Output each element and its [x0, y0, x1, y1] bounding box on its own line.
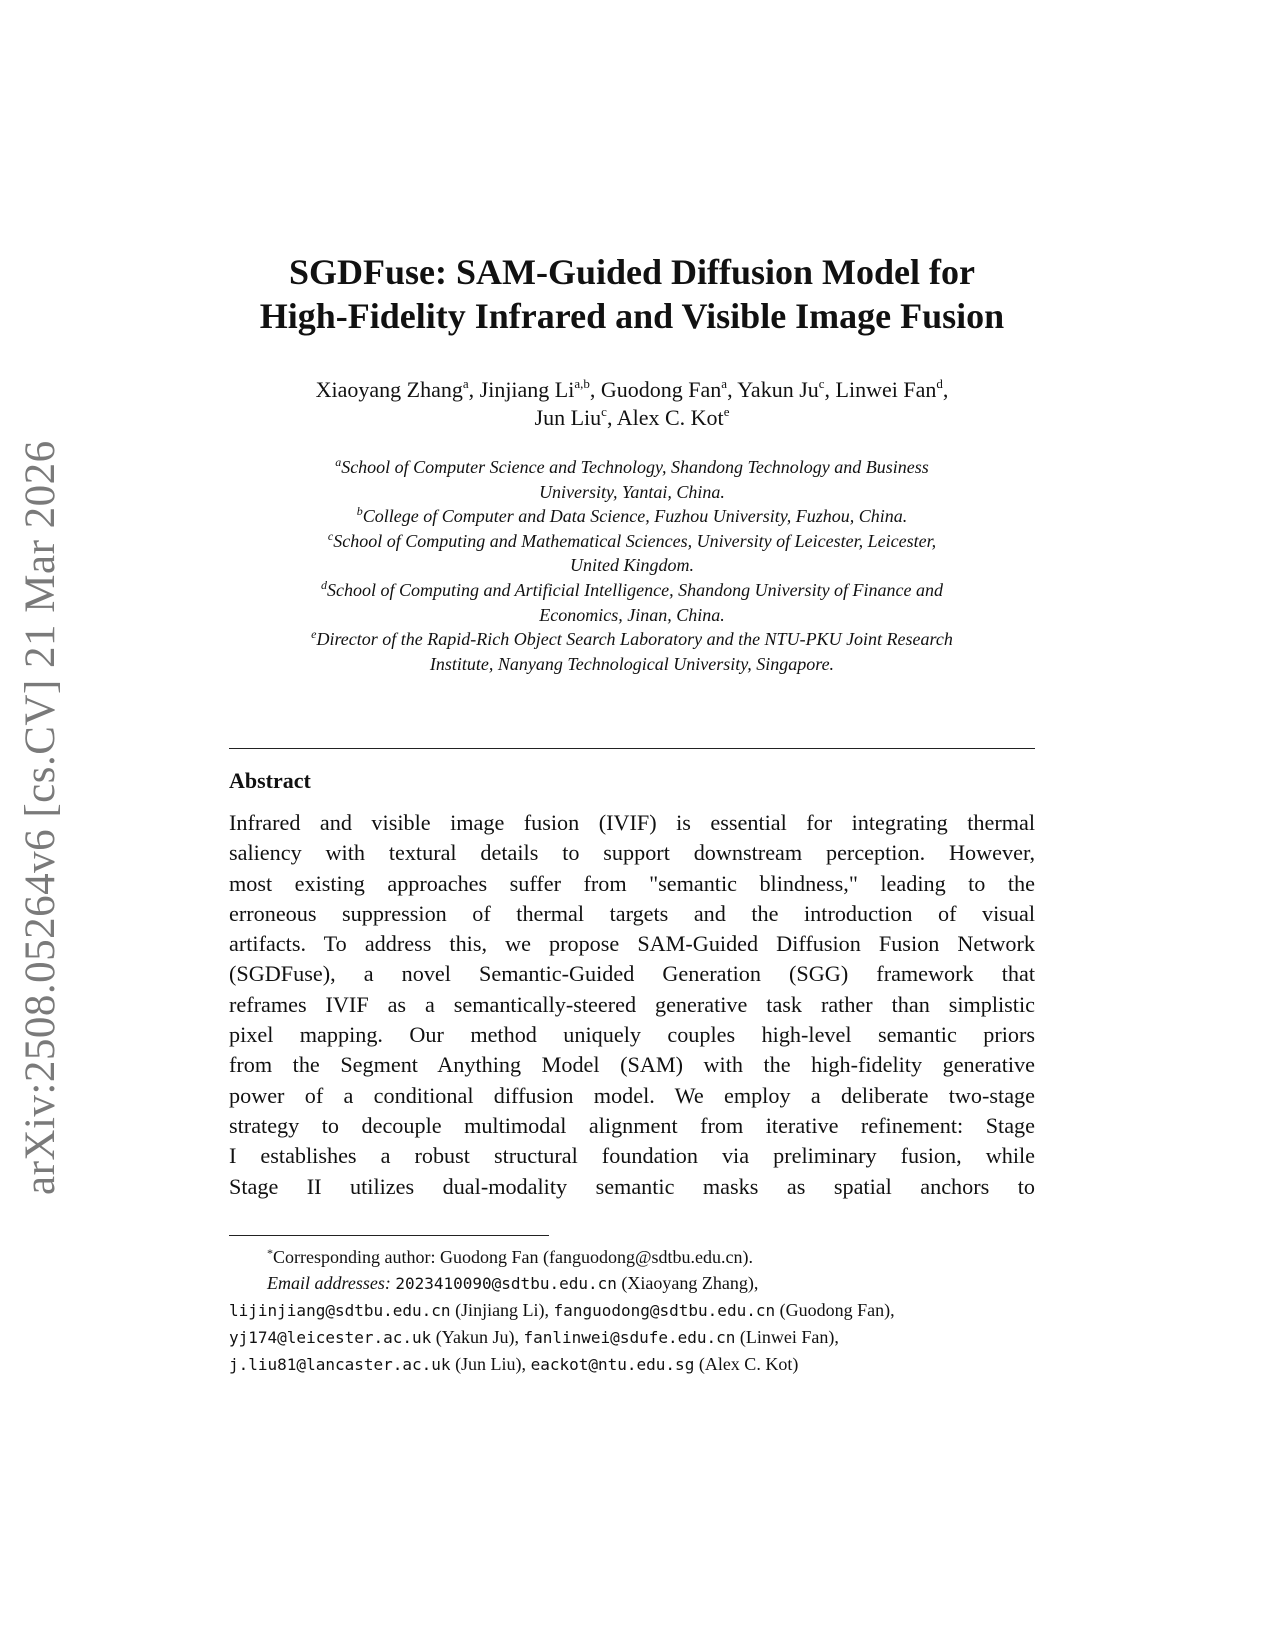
email-line-4	[229, 1351, 1035, 1378]
affiliation-mark: d	[320, 577, 327, 592]
author-separator: ,	[468, 377, 480, 402]
abstract-line: from the Segment Anything Model (SAM) with the high-fidelity generative	[229, 1052, 1035, 1078]
email-label: Email addresses:	[267, 1273, 391, 1293]
affiliation-c	[229, 529, 1035, 578]
author-affil-mark: a	[721, 376, 728, 391]
affiliation-d	[229, 578, 1035, 627]
author-affil-mark: d	[936, 376, 943, 391]
affiliation-line: Economics, Jinan, China.	[539, 604, 725, 625]
email-owner: (Guodong Fan),	[775, 1300, 895, 1320]
affiliation-line: School of Computing and Mathematical Sciences, University of Leicester, Leicester,	[333, 530, 937, 551]
email-owner: (Yakun Ju),	[431, 1327, 524, 1347]
abstract-line: Stage II utilizes dual-modality semantic masks as spatial anchors to	[229, 1173, 1035, 1199]
affiliation-line: School of Computer Science and Technology, Shandong Technology and Business	[341, 457, 929, 477]
author-name: Jinjiang Li	[479, 377, 575, 402]
email-owner: (Jinjiang Li),	[450, 1300, 554, 1320]
corresponding-author-text: Corresponding author: Guodong Fan (fanguodong@sdtbu.edu.cn).	[273, 1247, 754, 1267]
abstract-line: reframes IVIF as a semantically-steered generative task rather than simplistic	[229, 991, 1035, 1017]
author-separator: ,	[942, 377, 949, 402]
email-link[interactable]: eackot@ntu.edu.sg	[530, 1355, 695, 1374]
author-separator: ,	[824, 377, 836, 402]
abstract-line: artifacts. To address this, we propose SAM-Guided Diffusion Fusion Network	[229, 931, 1035, 957]
author-line-2	[229, 404, 1035, 432]
affiliation-line: College of Computer and Data Science, Fuzhou University, Fuzhou, China.	[362, 506, 908, 527]
footnote-mark: *	[267, 1246, 273, 1260]
author-affil-mark: a,b	[574, 376, 590, 391]
abstract-line: Infrared and visible image fusion (IVIF) is essential for integrating thermal	[229, 810, 1035, 835]
author-separator: ,	[727, 377, 738, 402]
affiliation-mark: a	[335, 455, 342, 469]
email-owner: (Alex C. Kot)	[694, 1354, 799, 1374]
affiliation-line: School of Computing and Artificial Intelligence, Shandong University of Finance and	[326, 579, 944, 600]
email-link[interactable]: j.liu81@lancaster.ac.uk	[229, 1355, 451, 1374]
abstract-line: erroneous suppression of thermal targets and the introduction of visual	[229, 900, 1035, 926]
abstract-line: most existing approaches suffer from "semantic blindness," leading to the	[229, 870, 1035, 896]
author-affil-mark: e	[723, 404, 730, 419]
affiliation-line: United Kingdom.	[570, 555, 694, 576]
author-name: Linwei Fan	[835, 377, 937, 402]
author-list	[229, 376, 1035, 432]
affiliation-line: University, Yantai, China.	[539, 481, 725, 502]
affiliation-a	[229, 455, 1035, 504]
affiliation-mark: c	[327, 528, 334, 543]
email-link[interactable]: fanguodong@sdtbu.edu.cn	[553, 1301, 776, 1320]
email-line-1	[229, 1270, 1035, 1297]
email-link[interactable]: lijinjiang@sdtbu.edu.cn	[229, 1301, 451, 1320]
email-link[interactable]: fanlinwei@sdufe.edu.cn	[523, 1328, 736, 1347]
footnote-rule	[229, 1235, 549, 1236]
abstract-heading: Abstract	[229, 768, 311, 793]
email-line-2	[229, 1297, 1035, 1324]
author-line-1	[229, 376, 1035, 404]
abstract-body	[229, 808, 1035, 1202]
corresponding-author-note	[229, 1244, 1035, 1270]
author-name: Xiaoyang Zhang	[315, 377, 463, 402]
email-owner: (Linwei Fan),	[735, 1327, 839, 1347]
author-affil-mark: a	[462, 376, 469, 391]
abstract-line: (SGDFuse), a novel Semantic-Guided Generation (SGG) framework that	[229, 961, 1035, 987]
abstract-line: pixel mapping. Our method uniquely couples high-level semantic priors	[229, 1022, 1035, 1048]
footnotes	[229, 1244, 1035, 1378]
email-link[interactable]: yj174@leicester.ac.uk	[229, 1328, 432, 1347]
author-name: Jun Liu	[534, 405, 602, 430]
paper-title	[229, 250, 1035, 338]
title-line-2: High-Fidelity Infrared and Visible Image Fusion	[259, 296, 1005, 336]
email-link[interactable]: 2023410090@sdtbu.edu.cn	[395, 1274, 617, 1293]
abstract-line: saliency with textural details to support downstream perception. However,	[229, 840, 1035, 866]
affiliation-b	[229, 504, 1035, 529]
author-name: Alex C. Kot	[616, 405, 724, 430]
author-separator: ,	[606, 405, 617, 430]
affiliation-line: Institute, Nanyang Technological University, Singapore.	[429, 653, 835, 674]
abstract-line: I establishes a robust structural foundation via preliminary fusion, while	[229, 1143, 1035, 1169]
email-owner: (Jun Liu),	[450, 1354, 531, 1374]
affiliation-list	[229, 455, 1035, 676]
author-name: Yakun Ju	[737, 377, 819, 402]
author-affil-mark: c	[818, 376, 825, 391]
title-line-1: SGDFuse: SAM-Guided Diffusion Model for	[288, 252, 976, 292]
email-line-3	[229, 1324, 1035, 1351]
author-separator: ,	[589, 377, 601, 402]
affiliation-line: Director of the Rapid-Rich Object Search Laboratory and the NTU-PKU Joint Research	[316, 629, 953, 650]
email-owner: (Xiaoyang Zhang),	[616, 1273, 759, 1293]
abstract-line: strategy to decouple multimodal alignment from iterative refinement: Stage	[229, 1112, 1035, 1138]
affiliation-e	[229, 627, 1035, 676]
abstract-top-rule	[229, 748, 1035, 749]
author-name: Guodong Fan	[600, 377, 722, 402]
affiliation-mark: e	[311, 627, 317, 642]
abstract-line: power of a conditional diffusion model. We employ a deliberate two-stage	[229, 1082, 1035, 1108]
arxiv-identifier-stamp: arXiv:2508.05264v6 [cs.CV] 21 Mar 2026	[17, 440, 64, 1195]
author-affil-mark: c	[601, 404, 607, 419]
affiliation-mark: b	[356, 504, 363, 519]
